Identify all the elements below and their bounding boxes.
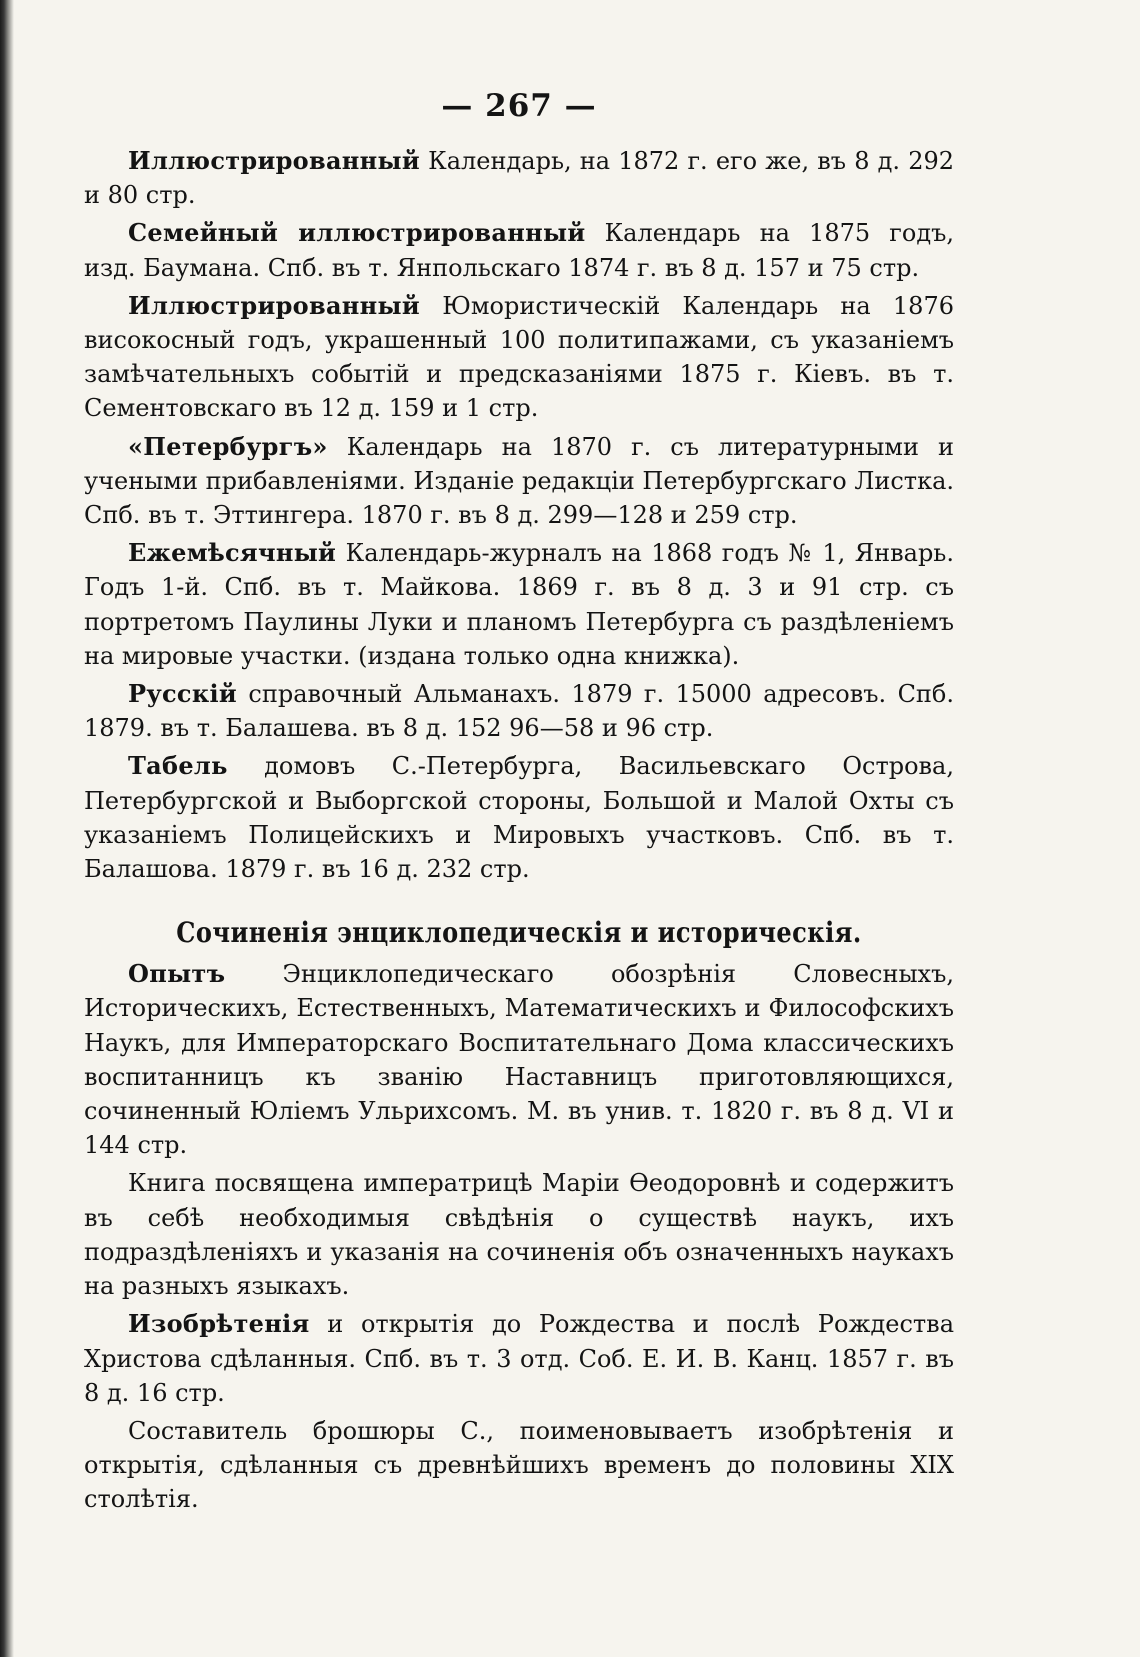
entry-item xyxy=(84,677,954,745)
entry-text: Юмористическій Календарь на 1876 високосный годъ, украшенный 100 политипажами, съ указаніемъ замѣчательныхъ событій и предсказаніями 1875 г. Кіевъ. въ т. Сементовскаго въ 12 д. 159 и 1 стр. xyxy=(84,291,954,423)
entry-item xyxy=(84,430,954,533)
entry-lead: Русскій xyxy=(128,679,237,709)
entry-lead: Иллюстрированный xyxy=(128,290,421,320)
entry-item xyxy=(84,536,954,673)
entry-item xyxy=(84,216,954,284)
entry-text: и открытія до Рождества и послѣ Рождества Христова сдѣланныя. Спб. въ т. 3 отд. Соб. Е. И. В. Канц. 1857 г. въ 8 д. 16 стр. xyxy=(84,1310,954,1407)
calendar-entries xyxy=(84,144,954,886)
entry-lead: Изобрѣтенія xyxy=(128,1309,310,1339)
page-content xyxy=(84,88,954,1521)
page-number: — 267 — xyxy=(441,88,597,124)
entry-text: Составитель брошюры С., поименовываетъ изобрѣтенія и открытія, сдѣланныя съ древнѣйшихъ временъ до половины XIX столѣтія. xyxy=(84,1416,954,1514)
entry-text: Книга посвящена императрицѣ Маріи Ѳеодоровнѣ и содержитъ въ себѣ необходимыя свѣдѣнія о существѣ наукъ, ихъ подраздѣленіяхъ и указанія на сочиненія объ означенныхъ наукахъ на разныхъ языкахъ. xyxy=(84,1169,954,1301)
entry-item xyxy=(84,957,954,1162)
entry-text: Энциклопедическаго обозрѣнія Словесныхъ, Историческихъ, Естественныхъ, Математическихъ и Философскихъ Наукъ, для Императорскаго Воспитательнаго Дома классическихъ воспитанницъ къ званію Наставницъ приготовляющихся, сочиненный Юліемъ Ульрихсомъ. М. въ унив. т. 1820 г. въ 8 д. VI и 144 стр. xyxy=(84,960,954,1160)
entry-lead: Табель xyxy=(128,751,228,781)
entry-lead: Ежемѣсячный xyxy=(128,538,337,568)
entry-text: Календарь на 1875 годъ, изд. Баумана. Спб. въ т. Янпольскаго 1874 г. въ 8 д. 157 и 75 стр. xyxy=(84,219,954,282)
entry-item xyxy=(84,1307,954,1410)
scan-edge-shadow xyxy=(0,0,14,1657)
entry-item xyxy=(84,749,954,886)
section-heading: Сочиненія энциклопедическія и историческія. xyxy=(176,916,862,950)
entry-item xyxy=(84,289,954,426)
entry-text: Календарь на 1870 г. съ литературными и учеными прибавленіями. Изданіе редакціи Петербургскаго Листка. Спб. въ т. Эттингера. 1870 г. въ 8 д. 299—128 и 259 стр. xyxy=(84,432,954,530)
entry-lead: Опытъ xyxy=(128,959,226,989)
entry-text: домовъ С.-Петербурга, Васильевскаго Острова, Петербургской и Выборгской стороны, Большой и Малой Охты съ указаніемъ Полицейскихъ и Мировыхъ участковъ. Спб. въ т. Балашова. 1879 г. въ 16 д. 232 стр. xyxy=(84,752,954,884)
entry-text: справочный Альманахъ. 1879 г. 15000 адресовъ. Спб. 1879. въ т. Балашева. въ 8 д. 152 96—58 и 96 стр. xyxy=(84,680,954,743)
entry-note xyxy=(84,1414,954,1517)
entry-lead: «Петербургъ» xyxy=(128,431,328,461)
entry-text: Календарь-журналъ на 1868 годъ № 1, Январь. Годъ 1-й. Спб. въ т. Майкова. 1869 г. въ 8 д. 3 и 91 стр. съ портретомъ Паулины Луки и планомъ Петербурга съ раздѣленіемъ на мировые участки. (издана только одна книжка). xyxy=(84,539,954,670)
entry-item xyxy=(84,144,954,212)
entry-text: Календарь, на 1872 г. его же, въ 8 д. 292 и 80 стр. xyxy=(84,147,954,210)
encyclopedic-entries xyxy=(84,957,954,1516)
entry-note xyxy=(84,1166,954,1303)
entry-lead: Семейный иллюстрированный xyxy=(128,218,586,248)
entry-lead: Иллюстрированный xyxy=(128,146,421,175)
